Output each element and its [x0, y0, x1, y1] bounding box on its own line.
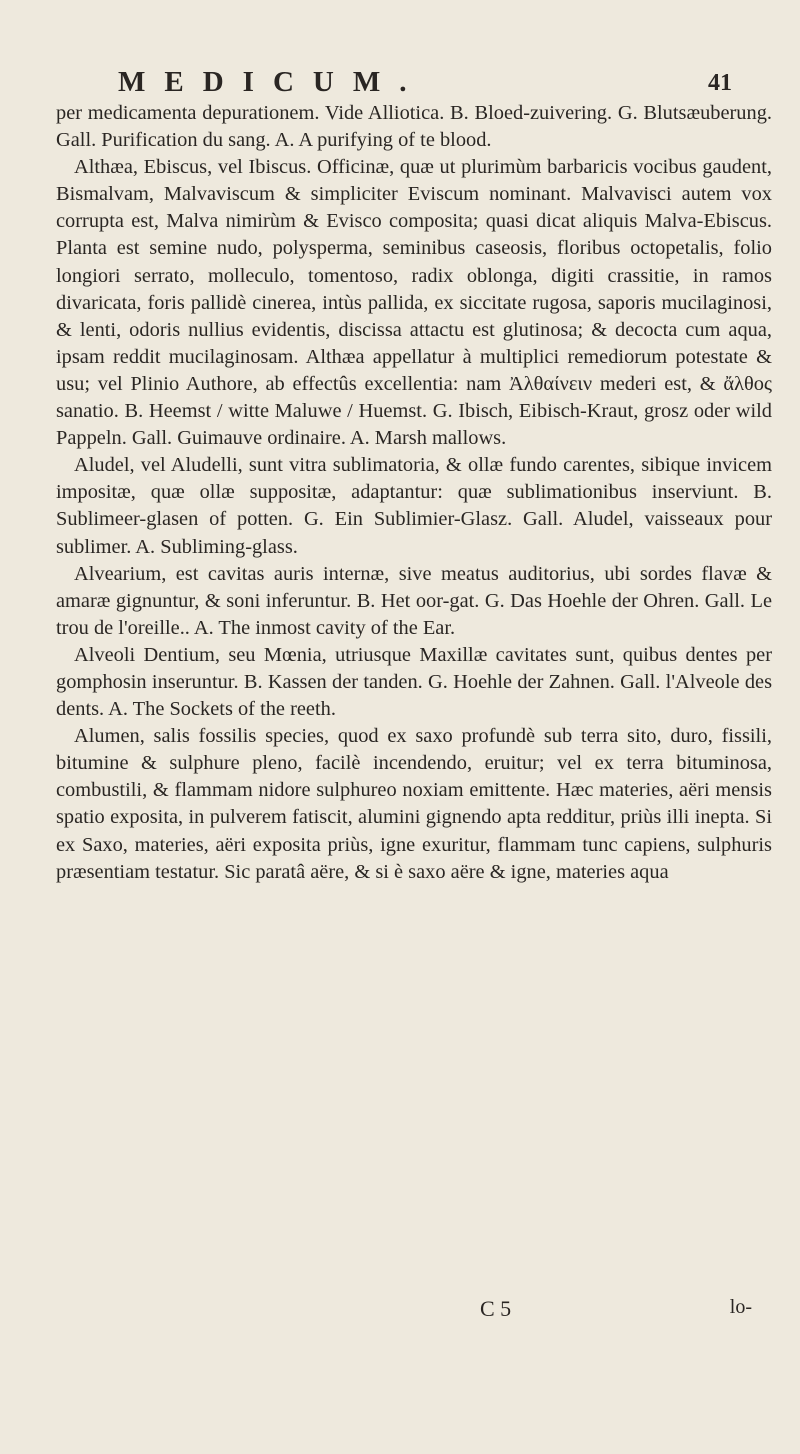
running-title: MEDICUM.: [118, 66, 426, 98]
catchword: lo-: [729, 1296, 752, 1318]
body-text: [56, 100, 772, 886]
entry-alumen: Alumen, salis fossilis species, quod ex saxo profundè sub terra sito, duro, fissili, bitumine & sulphure pleno, facilè incendendo, eruitur; vel ex terra bituminosa, combustili, & flammam nidore sulphureo noxiam emittente. Hæc materies, aëri mensis spatio exposita, in pulverem fatiscit, alumini gignendo apta redditur, priùs illi inepta. Si ex Saxo, materies, aëri exposita priùs, igne exuritur, flammam tunc capiens, sulphuris præsentiam testatur. Sic paratâ aëre, & si è saxo aëre & igne, materies aqua: [56, 725, 772, 883]
page-number: 41: [708, 70, 732, 96]
entry-alveoli-dentium: Alveoli Dentium, seu Mœnia, utriusque Maxillæ cavitates sunt, quibus dentes per gomphosin inseruntur. B. Kassen der tanden. G. Hoehle der Zahnen. Gall. l'Alveole des dents. A. The Sockets of the reeth.: [56, 643, 772, 721]
paragraph-purification: per medicamenta depurationem. Vide Alliotica. B. Bloed-zuivering. G. Blutsæuberung. Gall. Purification du sang. A. A purifying of te blood.: [56, 102, 772, 152]
page-footer: [60, 1296, 760, 1326]
entry-alvearium: Alvearium, est cavitas auris internæ, sive meatus auditorius, ubi sordes flavæ & amaræ gignuntur, & soni inferuntur. B. Het oor-gat. G. Das Hoehle der Ohren. Gall. Le trou de l'oreille.. A. The inmost cavity of the Ear.: [56, 562, 772, 639]
entry-aludel: Aludel, vel Aludelli, sunt vitra sublimatoria, & ollæ fundo carentes, sibique invicem impositæ, quæ ollæ suppositæ, adaptantur: quæ sublimationibus inserviunt. B. Sublimeer-glasen of potten. G. Ein Sublimier-Glasz. Gall. Aludel, vaisseaux pour sublimer. A. Subliming-glass.: [56, 454, 772, 558]
entry-althaea: Althæa, Ebiscus, vel Ibiscus. Officinæ, quæ ut plurimùm barbaricis vocibus gaudent, Bismalvam, Malvaviscum & simpliciter Eviscum nominant. Malvavisci autem vox corrupta est, Malva nimirùm & Evisco composita; quasi dicat aliquis Malva-Ebiscus. Planta est semine nudo, polysperma, seminibus caseosis, floribus octopetalis, folio longiori serrato, molleculo, tomentoso, radix oblonga, digiti crassitie, in ramos divaricata, foris pallidè cinerea, intùs pallida, ex siccitate rugosa, saporis mucilaginosi, & lenti, odoris nullius evidentis, discissa attactu est glutinosa; & decocta cum aqua, ipsam reddit mucilaginosam. Althæa appellatur à multiplici remediorum potestate & usu; vel Plinio Authore, ab effectûs excellentia: nam Ἀλθαίνειν mederi est, & ἄλθος sanatio. B. Heemst / witte Maluwe / Huemst. G. Ibisch, Eibisch-Kraut, grosz oder wild Pappeln. Gall. Guimauve ordinaire. A. Marsh mallows.: [56, 156, 772, 450]
signature-mark: C 5: [480, 1296, 512, 1321]
